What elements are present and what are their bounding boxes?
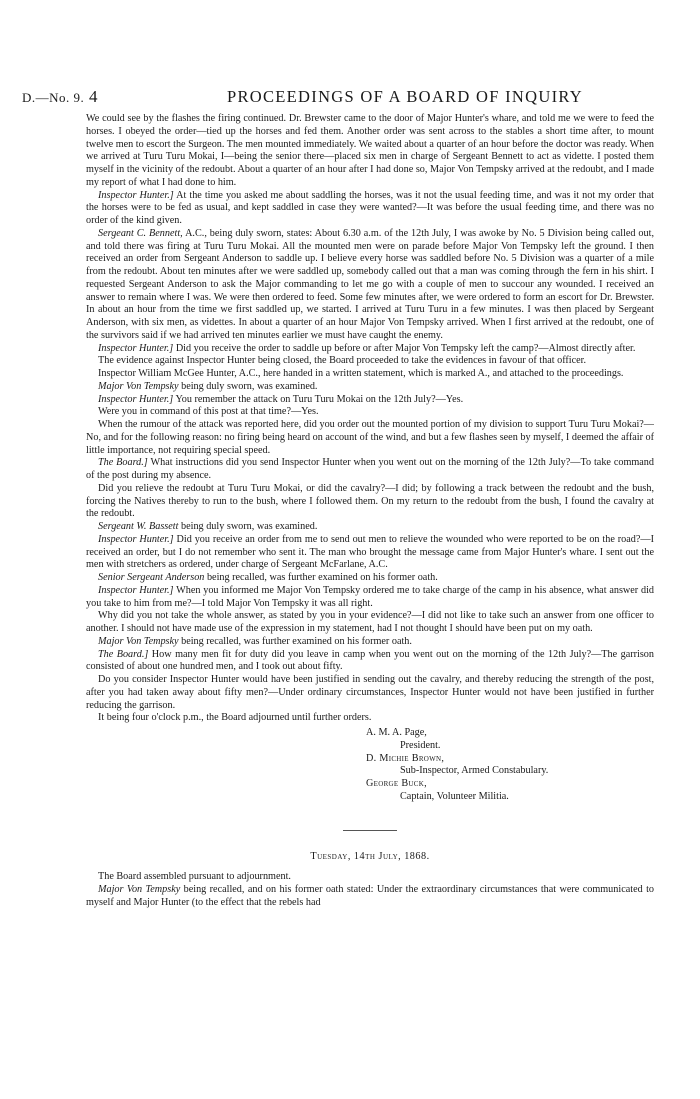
paragraph <box>86 871 654 884</box>
paragraph-text: Do you consider Inspector Hunter would have been justified in sending out the cavalry, and thereby reducing the strength of the post, after you had taken away about fifty men?—Under ordinary circumstances, Inspector Hunter would not have been justified in further reducing the garrison. <box>86 674 654 711</box>
date-heading: Tuesday, 14th July, 1868. <box>310 850 430 862</box>
paragraph <box>86 355 654 368</box>
signature-name: D. Michie Brown, <box>366 752 445 764</box>
signature-title: Captain, Volunteer Militia. <box>400 790 509 802</box>
paragraph <box>86 636 654 649</box>
paragraph-text: How many men fit for duty did you leave in camp when you went out on the morning of the 12th July?—The garrison consisted of about one hundred men, and I took out about fifty. <box>86 648 654 673</box>
evidence-paragraphs <box>86 113 654 725</box>
paragraph <box>86 483 654 521</box>
signature-title: President. <box>400 739 441 751</box>
paragraph <box>86 343 654 356</box>
paragraph <box>86 674 654 712</box>
paragraph-text: being recalled, and on his former oath stated: Under the extraordinary circumstances that were communicated to myself and Major Hunter (to the effect that the rebels had <box>86 884 654 908</box>
document-reference: D.—No. 9. <box>22 90 85 105</box>
paragraph <box>86 884 654 910</box>
paragraph <box>86 406 654 419</box>
paragraph <box>86 419 654 457</box>
document-body <box>86 113 654 910</box>
page-header <box>22 86 678 110</box>
paragraph <box>86 521 654 534</box>
paragraph-text: You remember the attack on Turu Turu Mokai on the 12th July?—Yes. <box>173 393 464 405</box>
paragraph-text: being duly sworn, was examined. <box>178 521 318 532</box>
paragraph-text: Did you relieve the redoubt at Turu Turu Mokai, or did the cavalry?—I did; by following a track between the redoubt and the bush, forcing the Natives thereby to run to the bush, where I followed them. On my return to the redoubt from the bush, I found the cavalry at the redoubt. <box>86 482 654 520</box>
paragraph <box>86 394 654 407</box>
signature-title: Sub-Inspector, Armed Constabulary. <box>400 765 549 777</box>
paragraph-text: being recalled, was further examined on his former oath. <box>204 572 438 583</box>
paragraph <box>86 712 654 725</box>
paragraph-text: Were you in command of this post at that time?—Yes. <box>98 406 319 418</box>
paragraph <box>86 113 654 190</box>
paragraph-text: The Board assembled pursuant to adjournment. <box>98 871 291 883</box>
speaker-label: Inspector Hunter.] <box>98 342 174 354</box>
paragraph <box>86 368 654 381</box>
paragraph-text: being recalled, was further examined on his former oath. <box>178 635 412 647</box>
speaker-label: Sergeant C. Bennett, <box>98 227 183 239</box>
speaker-label: Sergeant W. Bassett <box>98 521 179 532</box>
paragraph-text: Inspector William McGee Hunter, A.C., here handed in a written statement, which is marked A., and attached to the proceedings. <box>98 368 624 379</box>
paragraph-text: Why did you not take the whole answer, as stated by you in your evidence?—I did not like to take such an answer from one officer to another. I should not have made use of the expression in my statement, had I not thought I should have been put on my oath. <box>86 610 654 634</box>
signature-name: A. M. A. Page, <box>366 727 427 738</box>
page-title: PROCEEDINGS OF A BOARD OF INQUIRY <box>227 87 583 106</box>
speaker-label: Major Von Tempsky <box>98 884 181 895</box>
paragraph <box>86 534 654 572</box>
speaker-label: The Board.] <box>98 457 148 469</box>
speaker-label: Inspector Hunter.] <box>98 533 174 545</box>
paragraph <box>86 190 654 228</box>
speaker-label: Senior Sergeant Anderson <box>98 572 205 583</box>
paragraph-text: When you informed me Major Von Tempsky ordered me to take charge of the camp in his absence, what answer did you take to him from me?—I told Major Von Tempsky it was all right. <box>86 584 654 609</box>
paragraph-text: At the time you asked me about saddling the horses, was it not the usual feeding time, and was it not my order that the horses were to be fed as usual, and kept saddled in case they were wanted?—It was before the usual feeding time, and there was no order of the kind given. <box>86 189 654 226</box>
paragraph-text: It being four o'clock p.m., the Board adjourned until further orders. <box>98 712 372 724</box>
paragraph-text: being duly sworn, was examined. <box>178 380 318 392</box>
paragraph <box>86 649 654 675</box>
paragraph-text: What instructions did you send Inspector Hunter when you went out on the morning of the 12th July?—To take command of the post during my absence. <box>86 457 654 481</box>
speaker-label: Inspector Hunter.] <box>98 584 174 596</box>
paragraph-text: The evidence against Inspector Hunter being closed, the Board proceeded to take the evidences in favour of that officer. <box>98 355 587 367</box>
paragraph-text: When the rumour of the attack was reported here, did you order out the mounted portion of my division to support Turu Turu Mokai?—No, and for the following reason: no firing being heard on account of the wind, and but a few flashes seen by myself, I deemed the affair of little importance, not requiring special speed. <box>86 419 654 456</box>
speaker-label: The Board.] <box>98 648 149 660</box>
paragraph <box>86 457 654 483</box>
paragraph <box>86 610 654 636</box>
page-number: 4 <box>89 87 98 106</box>
paragraph-text: We could see by the flashes the firing continued. Dr. Brewster came to the door of Major Hunter's whare, and told me we were to feed the horses. I obeyed the order—tied up the horses and fed them. Another order was sent across to the stables a short time after, to mount twelve men to escort the Surgeon. The men mounted immediately. We waited about a quarter of an hour before the doctor was ready. When we arrived at Turu Turu Mokai, I—being the senior there—placed six men in charge of Sergeant Bennett to act as vidette. I posted them myself in the vicinity of the redoubt. About a quarter of an hour after I had done so, Major Von Tempsky arrived at the redoubt, and I made my report of what I had done to him. <box>86 113 654 188</box>
section-divider <box>343 830 397 831</box>
signature-block <box>86 727 654 804</box>
paragraph <box>86 572 654 585</box>
speaker-label: Inspector Hunter.] <box>98 393 174 405</box>
speaker-label: Major Von Tempsky <box>98 635 179 647</box>
paragraph-text: Did you receive an order from me to send out men to relieve the wounded who were reported to be on the road?—I received an order, but I do not remember who sent it. The man who brought the message came from Major Hunter's whare. I sent out the men with stretchers as ordered, under charge of Sergeant McFarlane, A.C. <box>86 533 654 571</box>
paragraph <box>86 228 654 343</box>
next-day-paragraphs <box>86 871 654 909</box>
paragraph <box>86 585 654 611</box>
signature-name: George Buck, <box>366 778 427 789</box>
speaker-label: Inspector Hunter.] <box>98 189 174 201</box>
paragraph-text: A.C., being duly sworn, states: About 6.30 a.m. of the 12th July, I was awoke by No. 5 Division being called out, and told there was firing at Turu Turu Mokai. All the mounted men were on parade before Major Von Tempsky left the ground. I then received an order from Sergeant Anderson to saddle up. I believe every horse was saddled before No. 5 Division was a quarter of a mile from the redoubt. About ten minutes after we were saddled up, somebody called out that a man was coming through the fern in his shirt. I requested Sergeant Anderson to ask the Major commanding to let me go with a couple of men to succour any wounded. I received an answer to remain where I was. We were then ordered to feed. Some few minutes after, we were ordered to form an escort for Dr. Brewster. In about an hour from the time we first saddled up, we started. I arrived at Turu Turu in a few minutes. I was then placed by Sergeant Anderson, with six men, as videttes. In about a quarter of an hour Major Von Tempsky arrived. When I first arrived at the redoubt, one of the survivors said if we had arrived ten minutes earlier we must have caught the enemy. <box>86 227 654 341</box>
speaker-label: Major Von Tempsky <box>98 380 179 392</box>
paragraph-text: Did you receive the order to saddle up before or after Major Von Tempsky left the camp?—Almost directly after. <box>173 342 636 354</box>
paragraph <box>86 381 654 394</box>
